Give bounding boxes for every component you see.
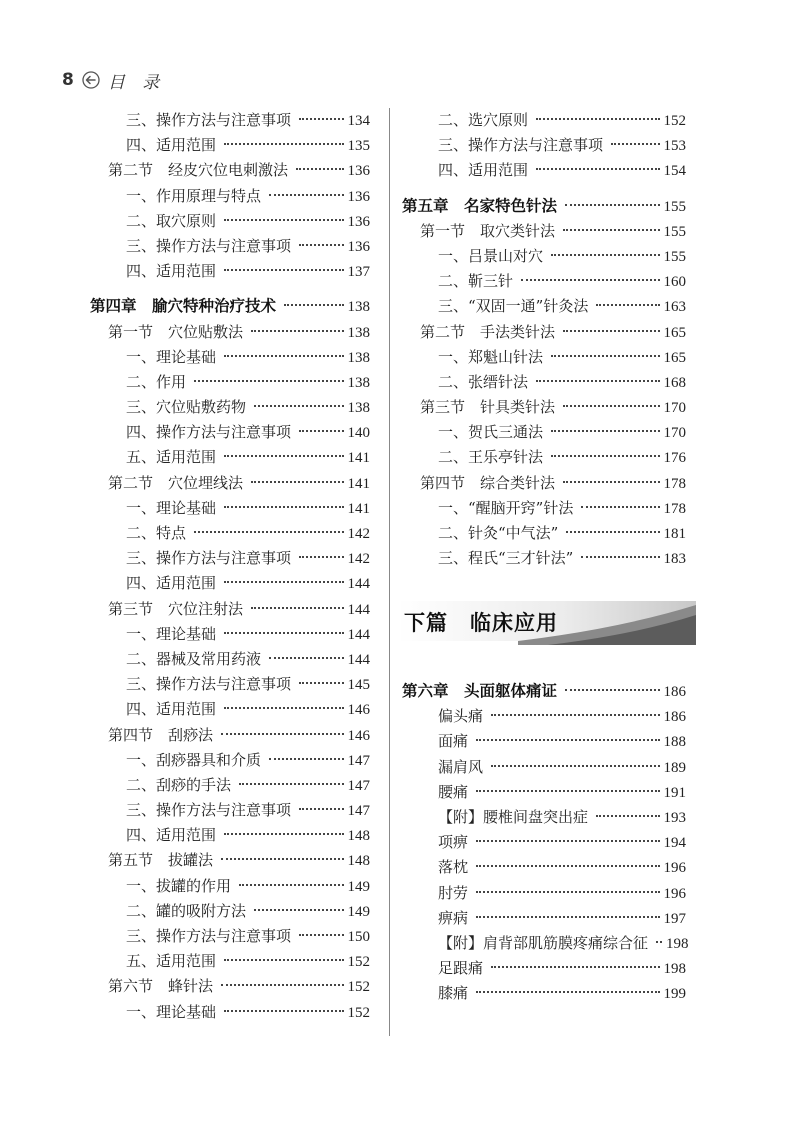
toc-entry-page: 170 [663, 425, 686, 442]
toc-entry-title: 一、刮痧器具和介质 [126, 750, 262, 769]
toc-entry-title: 一、“醒脑开窍”针法 [438, 498, 574, 517]
toc-entry-page: 149 [347, 878, 370, 895]
dot-leader [566, 531, 659, 533]
toc-disease-entry[interactable] [402, 780, 686, 805]
toc-item-entry[interactable] [90, 899, 370, 924]
toc-entry-page: 148 [347, 853, 370, 870]
toc-section-entry[interactable] [90, 723, 370, 748]
toc-entry-page: 134 [347, 113, 370, 129]
toc-entry-page: 138 [347, 400, 370, 417]
toc-entry-title: 第一节 穴位贴敷法 [108, 322, 244, 341]
toc-chapter-entry[interactable] [90, 294, 370, 319]
toc-disease-entry[interactable] [402, 931, 689, 956]
toc-entry-title: 偏头痛 [438, 707, 484, 726]
toc-entry-page: 147 [347, 777, 370, 794]
dot-leader [251, 481, 343, 483]
dot-leader [269, 758, 343, 760]
dot-leader [491, 714, 659, 716]
toc-section-entry[interactable] [402, 219, 686, 244]
toc-spacer [90, 284, 370, 294]
dot-leader [296, 168, 343, 170]
toc-entry-page: 136 [347, 213, 370, 230]
toc-item-entry[interactable] [402, 420, 686, 445]
toc-section-entry[interactable] [90, 597, 370, 622]
toc-entry-title: 第二节 经皮穴位电刺激法 [108, 161, 289, 180]
toc-item-entry[interactable] [90, 622, 370, 647]
toc-entry-page: 198 [666, 935, 689, 952]
dot-leader [299, 244, 343, 246]
dot-leader [299, 430, 343, 432]
toc-item-entry[interactable] [402, 345, 686, 370]
dot-leader [251, 330, 343, 332]
toc-section-entry[interactable] [90, 320, 370, 345]
toc-entry-title: 四、适用范围 [126, 700, 217, 719]
toc-disease-entry[interactable] [402, 704, 686, 729]
dot-leader [491, 765, 659, 767]
toc-item-entry[interactable] [90, 420, 370, 445]
toc-entry-title: 一、拔罐的作用 [126, 876, 232, 895]
toc-entry-title: 第三节 针具类针法 [420, 398, 556, 417]
toc-entry-page: 138 [347, 374, 370, 391]
toc-entry-title: 第五章 名家特色针法 [402, 196, 558, 215]
toc-entry-title: 五、适用范围 [126, 952, 217, 971]
dot-leader [224, 506, 343, 508]
toc-entry-title: 足跟痛 [438, 959, 484, 978]
toc-disease-entry[interactable] [402, 956, 686, 981]
toc-item-entry[interactable] [90, 1000, 370, 1025]
toc-item-entry[interactable] [90, 874, 370, 899]
toc-entry-page: 191 [663, 784, 686, 801]
toc-entry-page: 144 [347, 601, 370, 618]
part-title: 下篇 临床应用 [404, 611, 558, 635]
toc-entry-page: 160 [663, 274, 686, 291]
toc-entry-page: 155 [663, 198, 686, 215]
dot-leader [221, 858, 343, 860]
toc-entry-page: 165 [663, 349, 686, 366]
toc-section-entry[interactable] [90, 974, 370, 999]
toc-entry-title: 二、器械及常用药液 [126, 649, 262, 668]
toc-item-entry[interactable] [90, 748, 370, 773]
toc-entry-title: 二、王乐亭针法 [438, 448, 544, 467]
toc-entry-page: 144 [347, 626, 370, 643]
dot-leader [284, 304, 343, 306]
toc-entry-page: 199 [663, 986, 686, 1003]
dot-leader [563, 229, 659, 231]
toc-left-column [90, 108, 370, 1025]
dot-leader [224, 1010, 343, 1012]
toc-section-entry[interactable] [90, 471, 370, 496]
toc-entry-title: 第五节 拔罐法 [108, 851, 214, 870]
toc-right-column-bottom [402, 679, 689, 1006]
toc-entry-title: 二、刮痧的手法 [126, 775, 232, 794]
dot-leader [476, 790, 659, 792]
dot-leader [611, 143, 659, 145]
toc-entry-page: 165 [663, 324, 686, 341]
toc-item-entry[interactable] [90, 924, 370, 949]
dot-leader [194, 531, 343, 533]
page-header [62, 66, 165, 94]
toc-entry-title: 四、适用范围 [126, 826, 217, 845]
toc-entry-title: 第二节 穴位埋线法 [108, 473, 244, 492]
toc-entry-page: 136 [347, 163, 370, 180]
dot-leader [565, 204, 659, 206]
dot-leader [521, 279, 659, 281]
toc-item-entry[interactable] [402, 521, 686, 546]
toc-entry-page: 146 [347, 702, 370, 719]
toc-item-entry[interactable] [402, 496, 686, 521]
toc-entry-page: 186 [663, 684, 686, 700]
dot-leader [563, 330, 659, 332]
toc-entry-title: 一、作用原理与特点 [126, 186, 262, 205]
toc-section-entry[interactable] [402, 395, 686, 420]
toc-item-entry[interactable] [402, 294, 686, 319]
toc-entry-page: 155 [663, 248, 686, 265]
toc-entry-title: 三、操作方法与注意事项 [126, 111, 292, 129]
toc-entry-page: 152 [347, 1004, 370, 1021]
toc-entry-page: 144 [347, 651, 370, 668]
toc-entry-title: 一、贺氏三通法 [438, 423, 544, 442]
toc-section-entry[interactable] [90, 848, 370, 873]
dot-leader [254, 909, 343, 911]
toc-item-entry[interactable] [90, 395, 370, 420]
toc-entry-page: 196 [663, 860, 686, 877]
toc-entry-title: 项痹 [438, 833, 469, 852]
dot-leader [299, 808, 343, 810]
dot-leader [299, 682, 343, 684]
toc-entry-title: 痹病 [438, 908, 469, 927]
toc-entry-page: 188 [663, 734, 686, 751]
toc-entry-title: 一、理论基础 [126, 1002, 217, 1021]
toc-entry-title: 第二节 手法类针法 [420, 322, 556, 341]
toc-entry-title: 三、操作方法与注意事项 [126, 927, 292, 945]
toc-entry-page: 141 [347, 475, 370, 492]
dot-leader [491, 966, 659, 968]
toc-entry-title: 【附】肩背部肌筋膜疼痛综合征 [438, 933, 649, 952]
toc-item-entry[interactable] [90, 370, 370, 395]
toc-entry-title: 二、靳三针 [438, 272, 514, 291]
toc-disease-entry[interactable] [402, 855, 686, 880]
toc-entry-title: 四、操作方法与注意事项 [126, 423, 292, 442]
toc-entry-title: 三、操作方法与注意事项 [438, 136, 604, 155]
toc-entry-page: 136 [347, 188, 370, 205]
toc-item-entry[interactable] [402, 158, 686, 183]
dot-leader [269, 194, 343, 196]
toc-entry-page: 140 [347, 425, 370, 442]
toc-item-entry[interactable] [90, 798, 370, 823]
dot-leader [221, 733, 343, 735]
dot-leader [563, 481, 659, 483]
toc-entry-title: 一、吕景山对穴 [438, 246, 544, 265]
dot-leader [551, 430, 659, 432]
column-divider [389, 108, 390, 1036]
dot-leader [224, 707, 343, 709]
dot-leader [254, 405, 343, 407]
toc-item-entry[interactable] [402, 370, 686, 395]
toc-entry-title: 三、“双固一通”针灸法 [438, 297, 589, 316]
toc-entry-page: 152 [347, 954, 370, 971]
part-banner [398, 601, 696, 645]
toc-spacer [402, 184, 686, 194]
toc-item-entry[interactable] [90, 823, 370, 848]
toc-item-entry[interactable] [90, 647, 370, 672]
toc-entry-page: 138 [347, 299, 370, 316]
dot-leader [299, 118, 343, 120]
toc-item-entry[interactable] [90, 697, 370, 722]
toc-entry-page: 146 [347, 727, 370, 744]
toc-entry-title: 二、取穴原则 [126, 211, 217, 230]
toc-entry-page: 189 [663, 759, 686, 776]
toc-entry-title: 三、穴位贴敷药物 [126, 398, 247, 417]
toc-entry-title: 一、郑魁山针法 [438, 347, 544, 366]
dot-leader [536, 168, 659, 170]
toc-entry-title: 三、操作方法与注意事项 [126, 675, 292, 694]
toc-item-entry[interactable] [90, 209, 370, 234]
toc-entry-title: 五、适用范围 [126, 448, 217, 467]
dot-leader [221, 984, 343, 986]
toc-entry-page: 155 [663, 223, 686, 240]
dot-leader [224, 581, 343, 583]
dot-leader [563, 405, 659, 407]
page-number: 8 [62, 70, 74, 90]
toc-item-entry[interactable] [90, 133, 370, 158]
dot-leader [596, 815, 659, 817]
toc-item-entry[interactable] [90, 259, 370, 284]
toc-right-column-top [402, 108, 686, 571]
toc-item-entry[interactable] [402, 445, 686, 470]
dot-leader [656, 941, 662, 943]
toc-entry-page: 138 [347, 324, 370, 341]
toc-item-entry[interactable] [402, 108, 686, 133]
toc-entry-title: 二、选穴原则 [438, 111, 529, 129]
dot-leader [224, 455, 343, 457]
toc-item-entry[interactable] [90, 773, 370, 798]
toc-entry-title: 三、操作方法与注意事项 [126, 549, 292, 568]
arrow-left-circle-icon [82, 71, 100, 89]
toc-item-entry[interactable] [90, 672, 370, 697]
toc-entry-title: 肘劳 [438, 883, 469, 902]
dot-leader [224, 355, 343, 357]
dot-leader [596, 304, 659, 306]
toc-entry-page: 168 [663, 374, 686, 391]
toc-disease-entry[interactable] [402, 881, 686, 906]
toc-entry-page: 149 [347, 903, 370, 920]
toc-entry-page: 152 [663, 113, 686, 129]
dot-leader [476, 840, 659, 842]
toc-entry-title: 四、适用范围 [438, 161, 529, 180]
toc-title: 目 录 [107, 72, 166, 93]
toc-entry-page: 147 [347, 752, 370, 769]
dot-leader [581, 506, 659, 508]
dot-leader [269, 657, 343, 659]
toc-disease-entry[interactable] [402, 830, 686, 855]
toc-entry-page: 181 [663, 526, 686, 542]
toc-entry-title: 面痛 [438, 732, 469, 751]
toc-entry-title: 第六节 蜂针法 [108, 977, 214, 996]
toc-entry-page: 194 [663, 835, 686, 852]
toc-section-entry[interactable] [402, 471, 686, 496]
dot-leader [224, 269, 343, 271]
toc-entry-title: 二、特点 [126, 524, 187, 542]
toc-entry-title: 第四章 腧穴特种治疗技术 [90, 297, 277, 316]
toc-entry-page: 163 [663, 299, 686, 316]
dot-leader [194, 380, 343, 382]
toc-entry-page: 137 [347, 264, 370, 281]
toc-section-entry[interactable] [402, 320, 686, 345]
dot-leader [551, 355, 659, 357]
toc-entry-title: 第三节 穴位注射法 [108, 599, 244, 618]
toc-item-entry[interactable] [90, 445, 370, 470]
toc-entry-title: 第一节 取穴类针法 [420, 221, 556, 240]
toc-entry-title: 【附】腰椎间盘突出症 [438, 807, 589, 826]
toc-item-entry[interactable] [402, 269, 686, 294]
toc-disease-entry[interactable] [402, 906, 686, 931]
toc-entry-title: 漏肩风 [438, 757, 484, 776]
toc-entry-title: 三、操作方法与注意事项 [126, 236, 292, 255]
toc-entry-page: 142 [347, 526, 370, 542]
dot-leader [251, 607, 343, 609]
toc-entry-page: 135 [347, 138, 370, 155]
toc-entry-title: 一、理论基础 [126, 624, 217, 643]
toc-entry-title: 腰痛 [438, 782, 469, 801]
toc-entry-title: 二、针灸“中气法” [438, 524, 559, 542]
toc-entry-title: 二、张缙针法 [438, 372, 529, 391]
toc-entry-page: 196 [663, 885, 686, 902]
dot-leader [581, 556, 659, 558]
dot-leader [476, 891, 659, 893]
toc-entry-page: 176 [663, 450, 686, 467]
dot-leader [299, 556, 343, 558]
toc-disease-entry[interactable] [402, 755, 686, 780]
toc-entry-page: 148 [347, 828, 370, 845]
toc-item-entry[interactable] [90, 496, 370, 521]
toc-entry-page: 150 [347, 929, 370, 945]
toc-entry-page: 170 [663, 400, 686, 417]
toc-disease-entry[interactable] [402, 981, 686, 1006]
toc-chapter-entry[interactable] [402, 679, 686, 704]
dot-leader [565, 689, 659, 691]
toc-entry-page: 186 [663, 709, 686, 726]
dot-leader [299, 934, 343, 936]
toc-entry-title: 第四节 综合类针法 [420, 473, 556, 492]
toc-entry-title: 一、理论基础 [126, 498, 217, 517]
toc-entry-page: 145 [347, 677, 370, 694]
toc-section-entry[interactable] [90, 158, 370, 183]
toc-entry-page: 138 [347, 349, 370, 366]
toc-entry-page: 141 [347, 500, 370, 517]
dot-leader [551, 455, 659, 457]
toc-item-entry[interactable] [90, 521, 370, 546]
toc-entry-title: 一、理论基础 [126, 347, 217, 366]
dot-leader [476, 991, 659, 993]
toc-entry-title: 第四节 刮痧法 [108, 725, 214, 744]
dot-leader [536, 380, 659, 382]
toc-entry-page: 153 [663, 138, 686, 155]
toc-entry-page: 193 [663, 809, 686, 826]
toc-entry-title: 二、罐的吸附方法 [126, 901, 247, 920]
toc-item-entry[interactable] [402, 546, 686, 571]
toc-entry-page: 152 [347, 979, 370, 996]
toc-item-entry[interactable] [90, 108, 370, 133]
toc-entry-page: 142 [347, 551, 370, 568]
dot-leader [239, 884, 343, 886]
toc-item-entry[interactable] [402, 244, 686, 269]
dot-leader [476, 916, 659, 918]
dot-leader [536, 118, 659, 120]
toc-entry-title: 膝痛 [438, 984, 469, 1003]
toc-disease-entry[interactable] [402, 729, 686, 754]
toc-item-entry[interactable] [90, 234, 370, 259]
dot-leader [239, 783, 343, 785]
dot-leader [476, 739, 659, 741]
toc-entry-page: 154 [663, 163, 686, 180]
toc-item-entry[interactable] [90, 949, 370, 974]
toc-chapter-entry[interactable] [402, 194, 686, 219]
dot-leader [224, 143, 343, 145]
toc-entry-title: 第六章 头面躯体痛证 [402, 682, 558, 700]
toc-entry-title: 四、适用范围 [126, 574, 217, 593]
toc-entry-title: 落枕 [438, 858, 469, 877]
toc-item-entry[interactable] [90, 571, 370, 596]
toc-entry-title: 三、操作方法与注意事项 [126, 801, 292, 820]
dot-leader [476, 865, 659, 867]
toc-entry-title: 四、适用范围 [126, 262, 217, 281]
toc-entry-page: 136 [347, 238, 370, 255]
toc-entry-page: 178 [663, 500, 686, 517]
toc-entry-title: 四、适用范围 [126, 136, 217, 155]
dot-leader [224, 219, 343, 221]
dot-leader [224, 959, 343, 961]
toc-item-entry[interactable] [90, 184, 370, 209]
toc-entry-page: 198 [663, 961, 686, 978]
toc-item-entry[interactable] [402, 133, 686, 158]
toc-entry-page: 197 [663, 910, 686, 927]
dot-leader [224, 632, 343, 634]
toc-entry-page: 183 [663, 551, 686, 568]
toc-item-entry[interactable] [90, 546, 370, 571]
toc-entry-page: 147 [347, 803, 370, 820]
toc-entry-title: 二、作用 [126, 372, 187, 391]
toc-entry-title: 三、程氏“三才针法” [438, 549, 574, 568]
toc-entry-page: 141 [347, 450, 370, 467]
dot-leader [224, 833, 343, 835]
toc-disease-entry[interactable] [402, 805, 686, 830]
toc-item-entry[interactable] [90, 345, 370, 370]
toc-entry-page: 144 [347, 576, 370, 593]
toc-entry-page: 178 [663, 475, 686, 492]
dot-leader [551, 254, 659, 256]
